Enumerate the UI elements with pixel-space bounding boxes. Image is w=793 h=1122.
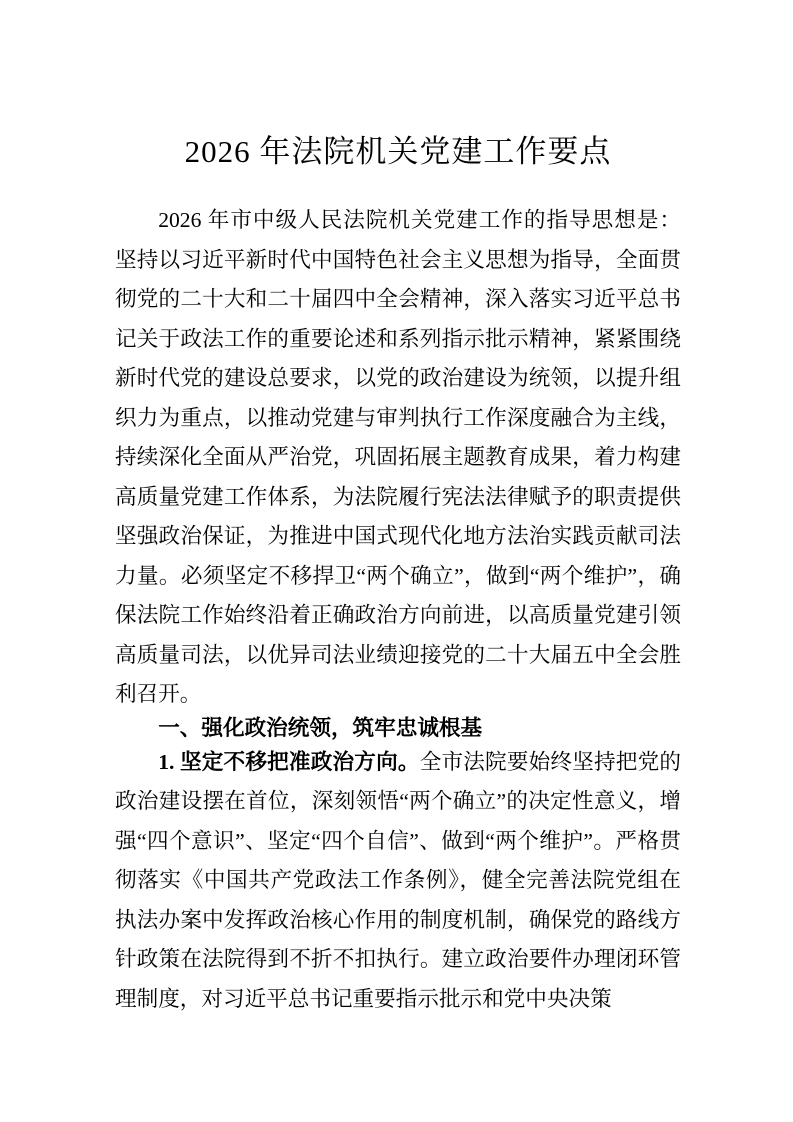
- intro-paragraph: 2026 年市中级人民法院机关党建工作的指导思想是：坚持以习近平新时代中国特色社会主义思想为指导，全面贯彻党的二十大和二十届四中全会精神，深入落实习近平总书记关于政法工作的重要论述和系列指示批示精神，紧紧围绕新时代党的建设总要求，以党的政治建设为统领，以提升组织力为重点，以推动党建与审判执行工作深度融合为主线，持续深化全面从严治党，巩固拓展主题教育成果，着力构建高质量党建工作体系，为法院履行宪法法律赋予的职责提供坚强政治保证，为推进中国式现代化地方法治实践贡献司法力量。必须坚定不移捍卫“两个确立”，做到“两个维护”，确保法院工作始终沿着正确政治方向前进，以高质量党建引领高质量司法，以优异司法业绩迎接党的二十大届五中全会胜利召开。: [115, 208, 681, 706]
- section-1-item-1: [115, 743, 681, 1020]
- document-body: [115, 201, 681, 1019]
- item-1-lead: 1. 坚定不移把准政治方向。: [158, 749, 420, 774]
- item-1-text: 全市法院要始终坚持把党的政治建设摆在首位，深刻领悟“两个确立”的决定性意义，增强“四个意识”、坚定“四个自信”、做到“两个维护”。严格贯彻落实《中国共产党政法工作条例》，健全完善法院党组在执法办案中发挥政治核心作用的制度机制，确保党的路线方针政策在法院得到不折不扣执行。建立政治要件办理闭环管理制度，对习近平总书记重要指示批示和党中央决策: [115, 749, 681, 1011]
- document-title: 2026 年法院机关党建工作要点: [184, 134, 612, 169]
- section-heading-1: 一、强化政治统领，筑牢忠诚根基: [158, 714, 483, 740]
